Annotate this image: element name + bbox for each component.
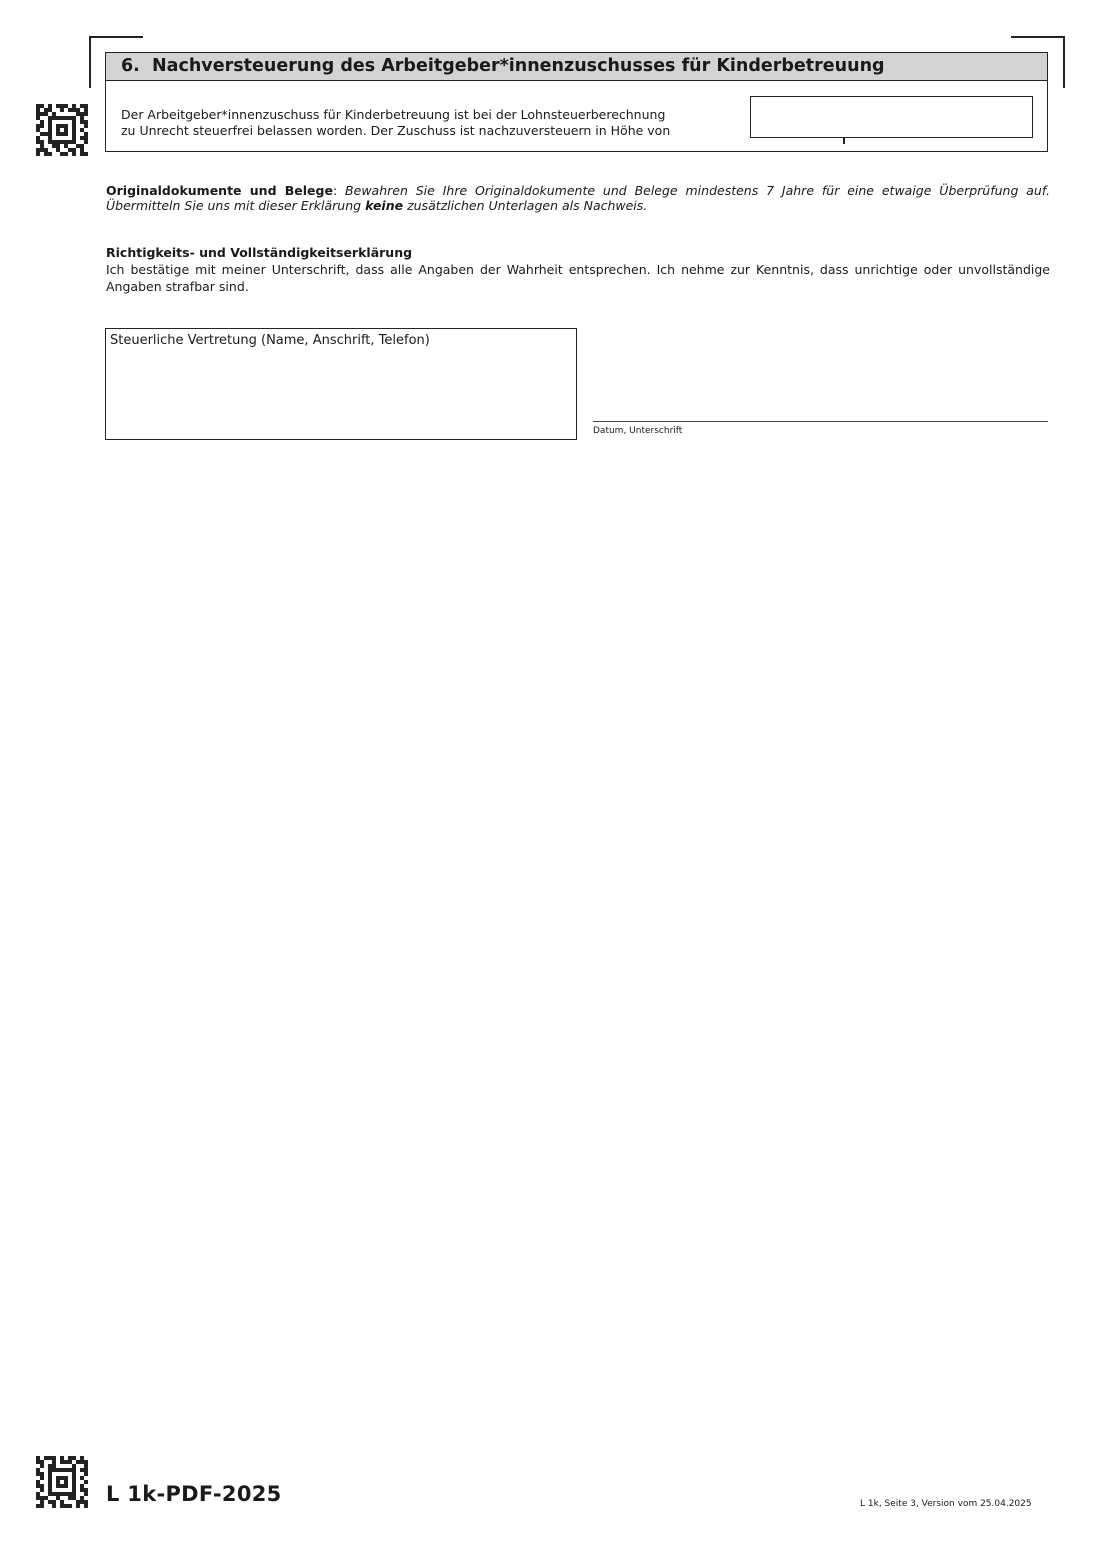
form-identifier: L 1k-PDF-2025 xyxy=(106,1482,282,1506)
section-title xyxy=(121,56,885,76)
datamatrix-code-icon xyxy=(36,104,88,156)
documents-text-2: zusätzlichen Unterlagen als Nachweis. xyxy=(403,198,648,213)
section-6 xyxy=(105,52,1048,152)
section-text-line-1: Der Arbeitgeber*innenzuschuss für Kinderbetreuung ist bei der Lohnsteuerberechnung xyxy=(121,107,666,122)
documents-text-1: Bewahren Sie Ihre Originaldokumente und Belege mindestens 7 Jahre für eine etwaige Überprüfung auf. Übermitteln Sie uns mit dieser Erklärung xyxy=(106,183,1050,213)
section-header xyxy=(106,53,1047,81)
signature-line[interactable] xyxy=(593,421,1048,422)
documents-colon: : xyxy=(332,183,338,198)
section-title-text: Nachversteuerung des Arbeitgeber*innenzuschusses für Kinderbetreuung xyxy=(152,56,885,76)
declaration-text: Ich bestätige mit meiner Unterschrift, dass alle Angaben der Wahrheit entsprechen. Ich nehme zur Kenntnis, dass unrichtige oder unvollständige Angaben strafbar sind. xyxy=(106,262,1050,294)
documents-emphasis: keine xyxy=(365,198,404,213)
declaration-heading: Richtigkeits- und Vollständigkeitserklärung xyxy=(106,245,413,260)
representative-label: Steuerliche Vertretung (Name, Anschrift, Telefon) xyxy=(110,333,430,348)
amount-input[interactable] xyxy=(750,96,1033,138)
page-info: L 1k, Seite 3, Version vom 25.04.2025 xyxy=(860,1499,1032,1509)
section-description xyxy=(121,107,721,139)
amount-tick-mark xyxy=(843,138,845,144)
section-number: 6. xyxy=(121,56,140,76)
documents-notice xyxy=(106,183,1050,213)
representative-field[interactable] xyxy=(105,328,577,440)
section-text-line-2: zu Unrecht steuerfrei belassen worden. Der Zuschuss ist nachzuversteuern in Höhe von xyxy=(121,123,671,138)
documents-heading: Originaldokumente und Belege xyxy=(106,183,333,198)
datamatrix-code-icon xyxy=(36,1456,88,1508)
signature-label: Datum, Unterschrift xyxy=(593,426,683,436)
